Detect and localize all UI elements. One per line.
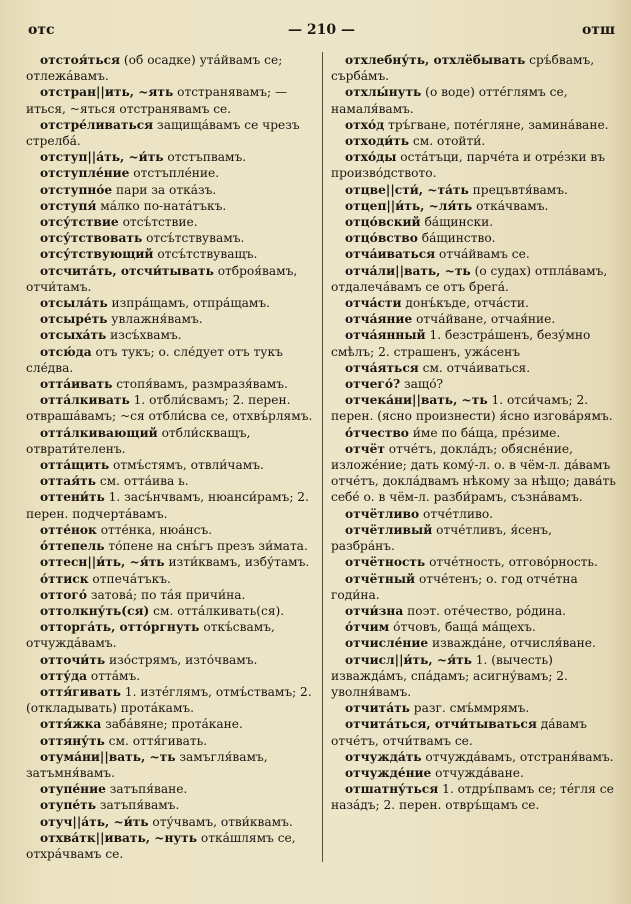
dictionary-entry [331,246,617,262]
entry-definition: оттáмъ. [87,668,141,683]
dictionary-entry [331,84,617,116]
entry-headword: отсчита́ть, отсчи́тывать [40,263,214,278]
entry-headword: отчита́ться, отчи́тываться [345,717,537,732]
entry-headword: отча́сти [345,296,402,311]
entry-definition: мáлко по-натáтъкъ. [96,198,227,213]
entry-headword: отуч||а́ть, ~и́ть [40,814,149,829]
entry-definition: изсъ́хвамъ. [106,328,182,343]
entry-definition: оту́чвамъ, отви́квамъ. [148,814,293,829]
entry-definition: (о судах) отплáвамъ, отдалечáвамъ се отъ брегá. [331,263,608,294]
entry-headword: отшатну́ться [345,782,439,797]
entry-headword: отта́ивать [40,377,113,392]
entry-definition: затовá; по тáя причи́на. [86,587,246,602]
dictionary-entry [26,522,313,538]
entry-headword: отхлебну́ть, отхлёбывать [345,53,526,67]
dictionary-entry [331,230,617,246]
header-right-guide-word: отш [581,22,615,38]
entry-headword: отча́иваться [345,247,436,262]
entry-definition: отчуждáвамъ, отстраня́вамъ. [421,749,614,764]
entry-definition: разг. смъ́ммрямъ. [409,701,530,716]
dictionary-entry [331,117,617,133]
dictionary-entry [26,587,313,603]
dictionary-entry [331,716,617,748]
entry-headword: отходи́ть [345,134,410,149]
dictionary-entry [26,230,313,246]
entry-definition: и́ме по бáща, прéзиме. [408,425,561,440]
entry-definition: отмъ́стямъ, отвли́чамъ. [109,458,264,473]
entry-definition: защищáвамъ се чрезъ стрелбá. [26,117,300,149]
entry-headword: отчужда́ть [345,749,422,764]
entry-definition: 1. безстрáшенъ, безу́мно смѣлъ; 2. страшенъ, ужáсенъ [331,328,591,359]
entry-headword: отсыла́ть [40,296,108,311]
dictionary-entry [26,295,313,311]
entry-definition: отчéтливо. [419,506,494,521]
dictionary-entry [26,84,313,116]
entry-headword: о́тчество [345,425,409,440]
dictionary-entry [26,263,313,295]
dictionary-entry [26,311,313,327]
entry-definition: отстъпле́ние. [129,166,220,181]
entry-definition: изти́квамъ, избу́тамъ. [164,555,310,570]
dictionary-entry [331,149,617,181]
entry-definition: отъ тукъ; о. сле́дует отъ тукъ сле́два. [26,344,283,375]
entry-headword: отсыха́ть [40,328,107,343]
entry-definition: прецъвтя́вамъ. [468,182,568,197]
entry-headword: отту́да [40,668,88,683]
entry-definition: (об осадке) утáйвамъ се; отлежáвамъ. [26,53,283,84]
dictionary-entry [26,733,313,749]
entry-headword: оттесн||и́ть, ~я́ть [40,555,165,570]
dictionary-entry [26,425,313,457]
entry-definition: остáтъци, парчéта и отрéзки въ произво́дството. [331,150,605,181]
entry-headword: отча́яние [345,312,413,327]
dictionary-entry [26,652,313,668]
dictionary-entry [26,376,313,392]
entry-headword: отчужде́ние [345,765,432,780]
dictionary-entry [331,182,617,198]
entry-headword: отсу́тствовать [40,231,143,246]
entry-headword: отступя́ [40,198,97,213]
dictionary-entry [331,571,617,603]
entry-headword: отстран||ить, ~ять [40,85,174,100]
entry-definition: поэт. отéчество, рóдина. [403,603,567,618]
dictionary-entry [331,327,617,359]
entry-definition: бáщински. [420,215,494,230]
dictionary-entry [331,441,617,506]
dictionary-entry [331,425,617,441]
dictionary-entry [26,344,313,376]
dictionary-entry [26,392,313,424]
entry-headword: отхо́д [345,117,385,132]
entry-definition: отчéтъ, доклáдъ; обяснéние, изложéние; дать кому́-л. о. в чём-л. дáвамъ отчéтъ, доклáдвамъ нѣкому за нѣщо; дава́ть себе́ о. в чём-л. разби́рамъ, съзнáвамъ. [331,441,616,505]
entry-definition: защо́? [400,377,444,392]
entry-headword: отчисл||и́ть, ~я́ть [345,652,472,667]
entry-headword: отта́щить [40,458,110,473]
dictionary-entry [26,52,313,84]
entry-headword: отцеп||и́ть, ~ля́ть [345,198,473,213]
entry-definition: откáчвамъ. [472,198,549,213]
page-number: — 210 — [288,22,355,38]
entry-headword: отта́лкивать [40,393,130,408]
entry-headword: о́тчим [345,620,390,635]
entry-definition: отпечáтъкъ. [88,571,171,586]
dictionary-entry [331,554,617,570]
entry-definition: отчéтенъ; о. год отчéтна годи́на. [331,571,578,602]
entry-headword: отчего́? [345,377,401,392]
entry-definition: отчéтность, отговóрность. [425,555,598,570]
entry-headword: оття́гивать [40,684,121,699]
entry-definition: 1. отбли́свамъ; 2. перен. отврашáвамъ; ~ся отбли́сва се, отхвъ́рлямъ. [26,393,313,424]
dictionary-entry [26,668,313,684]
entry-headword: отсу́тствие [40,215,119,230]
dictionary-entry [26,165,313,181]
entry-definition: о́тчовъ, бащá мáщехъ. [389,620,536,635]
left-column [26,52,313,862]
entry-headword: отчисле́ние [345,636,429,651]
dictionary-entry [26,603,313,619]
entry-headword: отстре́ливаться [40,117,154,132]
entry-definition: забáвяне; протáкане. [101,717,243,732]
dictionary-entry [26,214,313,230]
dictionary-entry [26,489,313,521]
column-divider [322,52,323,862]
entry-headword: отхлы́нуть [345,85,422,100]
entry-headword: отча́яться [345,360,419,375]
dictionary-entry [331,295,617,311]
dictionary-entry [26,117,313,149]
dictionary-entry [331,311,617,327]
entry-definition: отстъпвамъ. [163,150,247,165]
dictionary-entry [331,619,617,635]
entry-definition: 1. (вычесть) изваждáмъ, спáдамъ; асигну́вамъ; 2. уволня́вамъ. [331,652,568,699]
entry-definition: то́пене на снъ́гъ презъ зи́мата. [104,539,308,554]
entry-headword: отчи́зна [345,603,404,618]
dictionary-entry [331,52,617,84]
dictionary-entry [26,684,313,716]
entry-headword: отцо́вство [345,231,418,246]
dictionary-entry [331,700,617,716]
entry-definition: 1. отси́чамъ; 2. перен. (ясно произнести) я́сно изговáрямъ. [331,393,613,424]
dictionary-entry [26,198,313,214]
entry-headword: отчётливо [345,506,420,521]
entry-headword: отступ||áть, ~и́ть [40,150,164,165]
entry-headword: отхо́ды [345,150,397,165]
entry-definition: бáщинство. [417,231,496,246]
entry-definition: 1. засъ́нчвамъ, нюанси́рамъ; 2. перен. подчертáвамъ. [26,490,309,521]
entry-definition: 1. изтéглямъ, отмъ́ствамъ; 2. (откладывать) протáкамъ. [26,684,312,716]
dictionary-entry [26,457,313,473]
entry-headword: оттая́ть [40,474,96,489]
entry-definition: откъ́свамъ, отчуждáвамъ. [26,620,275,651]
entry-headword: оттяну́ть [40,733,105,748]
entry-definition: см. отта́ива ь. [95,474,189,489]
entry-definition: см. отойти́. [409,134,486,149]
entry-headword: отторга́ть, отто́ргнуть [40,620,200,635]
entry-definition: (о воде) оттéглямъ се, намаля́вамъ. [331,85,568,116]
dictionary-entry [26,814,313,830]
entry-definition: донъ́къде, отчáсти. [401,296,529,311]
entry-headword: оттого́ [40,587,87,602]
page-header [28,22,615,42]
dictionary-entry [331,652,617,701]
entry-definition: замъгля́вамъ, затъмня́вамъ. [26,749,268,780]
entry-definition: изо́стрямъ, изто́чвамъ. [105,652,258,667]
dictionary-entry [26,538,313,554]
entry-definition: отчáйване, отчая́ние. [412,312,556,327]
entry-headword: отступле́ние [40,166,130,181]
entry-headword: отчётливый [345,522,433,537]
entry-definition: см. оттáлкивать(ся). [149,603,285,618]
entry-definition: изпрáщамъ, отпрáщамъ. [107,296,271,311]
dictionary-entry [331,506,617,522]
dictionary-entry [331,214,617,230]
dictionary-entry [331,360,617,376]
dictionary-entry [26,716,313,732]
dictionary-entry [26,149,313,165]
entry-headword: отупе́ние [40,782,106,797]
entry-headword: отчёт [345,441,385,456]
dictionary-entry [26,473,313,489]
entry-definition: изваждáне, отчисля́ване. [428,636,596,651]
dictionary-entry [331,781,617,813]
entry-definition: пари за откáзъ. [112,182,217,197]
entry-definition: отбли́скващъ, отврати́теленъ. [26,425,251,456]
entry-definition: дáвамъ отчéтъ, отчи́твамъ се. [331,717,587,748]
entry-definition: см. отчáиваться. [418,360,531,375]
dictionary-entry [331,376,617,392]
entry-headword: отстоя́ться [40,53,121,67]
dictionary-entry [331,133,617,149]
entry-headword: отступно́е [40,182,113,197]
dictionary-entry [26,749,313,781]
entry-definition: отброя́вамъ, отчи́тамъ. [26,263,298,294]
entry-definition: тръ́гване, потéгляне, заминáване. [384,117,609,132]
dictionary-entry [331,198,617,214]
right-column [331,52,617,814]
dictionary-entry [26,619,313,651]
dictionary-entry [331,603,617,619]
entry-headword: отчётность [345,555,426,570]
entry-headword: отупе́ть [40,798,96,813]
entry-definition: 1. отдръ́пвамъ се; тéгля се назáдъ; 2. перен. отвръ́щамъ се. [331,782,614,813]
entry-definition: отстранявамъ; —иться, ~яться отстранявамъ се. [26,85,288,116]
entry-headword: отта́лкивающий [40,425,158,440]
entry-definition: затъпя́ване. [105,782,188,797]
entry-definition: см. оття́гивать. [104,733,208,748]
entry-definition: отчéтливъ, я́сенъ, разбрáнъ. [331,522,552,554]
dictionary-entry [26,246,313,262]
dictionary-entry [26,182,313,198]
dictionary-entry [26,571,313,587]
header-left-guide-word: отс [28,22,55,38]
entry-headword: отточи́ть [40,652,106,667]
entry-definition: стопя́вамъ, размразя́вамъ. [112,377,288,392]
entry-headword: о́ттепель [40,539,105,554]
entry-definition: оттéнка, нюáнсъ. [96,522,213,537]
entry-definition: отсъ́тствувамъ. [142,231,245,246]
entry-headword: отсыре́ть [40,312,108,327]
dictionary-entry [331,749,617,765]
entry-headword: отча́янный [345,328,426,343]
entry-definition: отсъ́тствие. [118,215,198,230]
dictionary-entry [331,635,617,651]
entry-headword: отума́ни||вать, ~ть [40,749,176,764]
entry-headword: отте́нок [40,522,97,537]
entry-headword: отчётный [345,571,416,586]
entry-headword: отцо́вский [345,215,421,230]
entry-definition: отсъ́тствуващъ. [153,247,258,262]
dictionary-entry [26,554,313,570]
dictionary-entry [26,327,313,343]
entry-definition: затъпя́вамъ. [95,798,180,813]
entry-headword: оття́жка [40,717,102,732]
entry-headword: отчека́ни||вать, ~ть [345,393,488,408]
dictionary-entry [331,765,617,781]
entry-definition: увлажня́вамъ. [107,312,203,327]
dictionary-entry [331,522,617,554]
entry-definition: отчуждáване. [431,765,524,780]
dictionary-entry [26,781,313,797]
dictionary-entry [331,263,617,295]
entry-headword: отсю́да [40,344,92,359]
dictionary-entry [331,392,617,424]
dictionary-entry [26,797,313,813]
entry-headword: отсу́тствующий [40,247,154,262]
entry-definition: откáшлямъ се, отхрáчвамъ се. [26,830,296,861]
entry-definition: отчáйвамъ се. [435,247,530,262]
entry-headword: отчита́ть [345,701,410,716]
entry-headword: оттолкну́ть(ся) [40,603,150,618]
entry-definition: сръ́бвамъ, сърбáмъ. [331,53,595,84]
dictionary-entry [26,830,313,862]
entry-headword: оттени́ть [40,490,105,505]
entry-headword: отцве||сти́, ~та́ть [345,182,469,197]
entry-headword: отхва́тк||ивать, ~нуть [40,830,198,845]
entry-headword: отча́ли||вать, ~ть [345,263,471,278]
entry-headword: о́ттиск [40,571,89,586]
